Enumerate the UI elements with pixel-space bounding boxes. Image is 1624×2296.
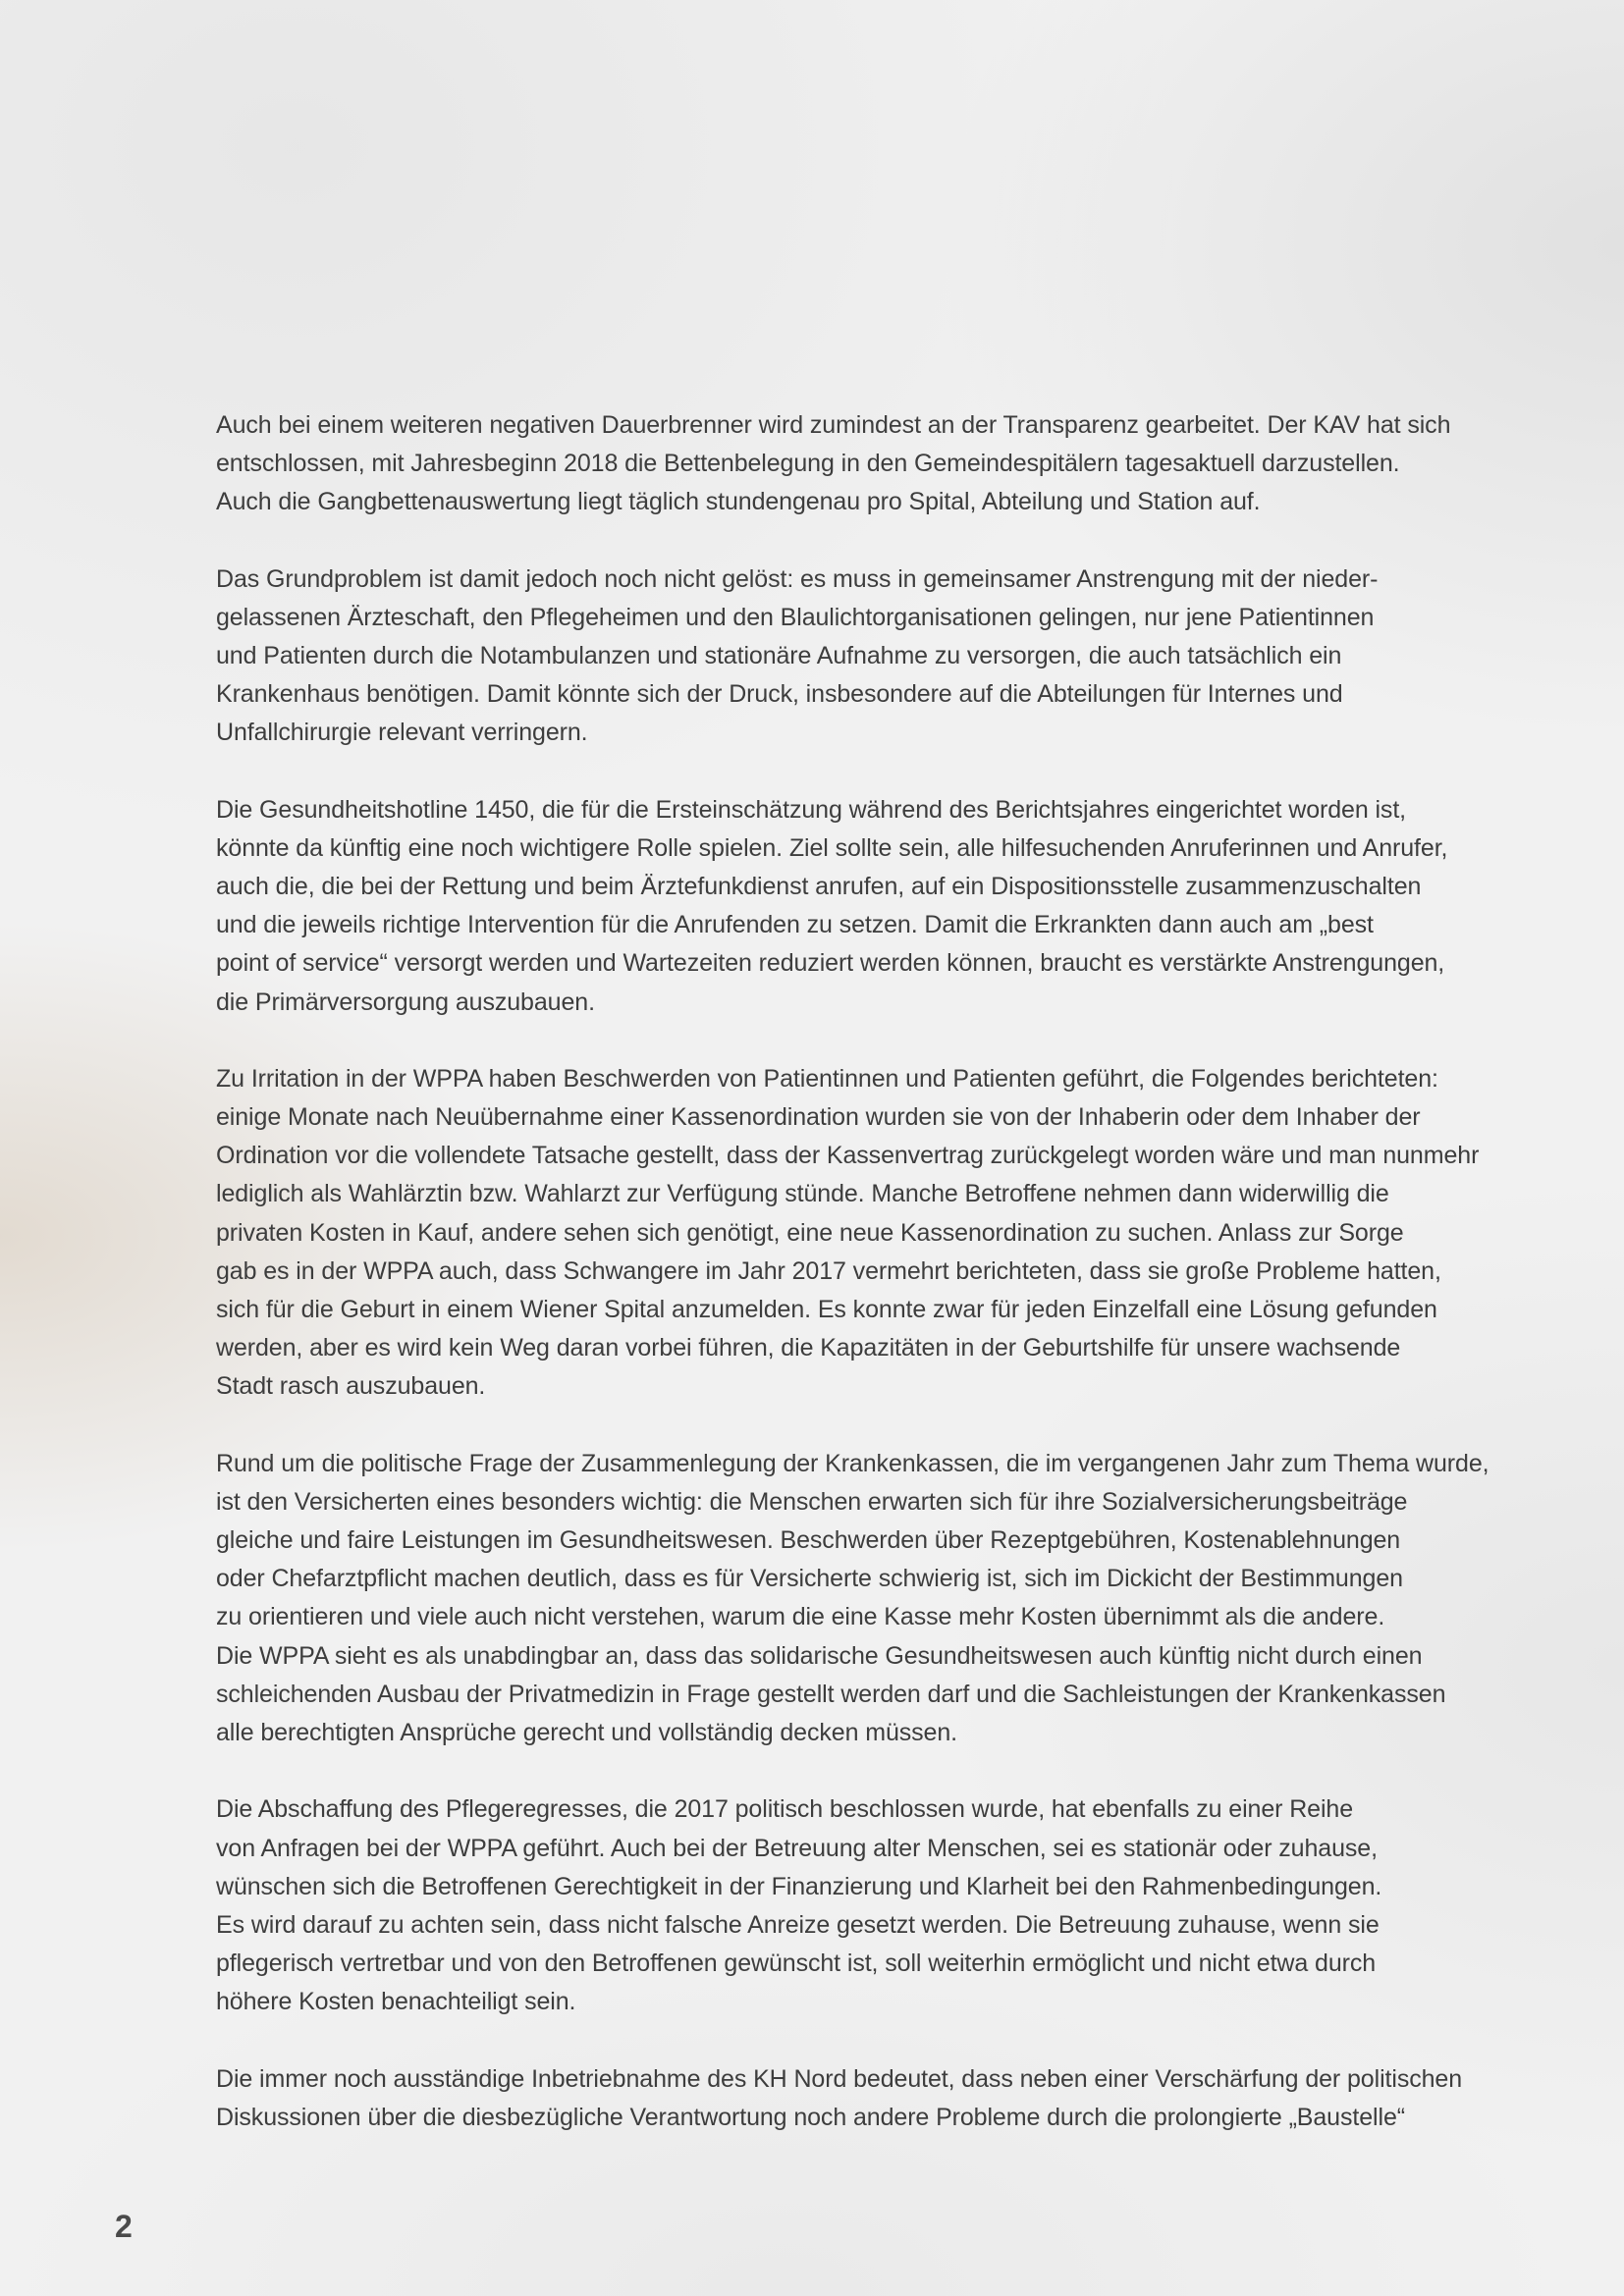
text-line: auch die, die bei der Rettung und beim Ärztefunkdienst anrufen, auf ein Dispositionsstelle zusammenzuschalten <box>216 873 1422 901</box>
text-line: Ordination vor die vollendete Tatsache gestellt, dass der Kassenvertrag zurückgelegt worden wäre und man nunmehr <box>216 1142 1480 1170</box>
body-text <box>216 406 1522 2175</box>
text-line: Die Gesundheitshotline 1450, die für die Ersteinschätzung während des Berichtsjahres eingerichtet worden ist, <box>216 795 1407 824</box>
text-line: Die WPPA sieht es als unabdingbar an, dass das solidarische Gesundheitswesen auch künftig nicht durch einen <box>216 1641 1423 1670</box>
text-line: und die jeweils richtige Intervention für die Anrufenden zu setzen. Damit die Erkrankten dann auch am „best <box>216 911 1374 939</box>
text-line: gelassenen Ärzteschaft, den Pflegeheimen und den Blaulichtorganisationen gelingen, nur jene Patientinnen <box>216 603 1375 631</box>
text-line: Die immer noch ausständige Inbetriebnahme des KH Nord bedeutet, dass neben einer Verschärfung der politischen <box>216 2064 1463 2093</box>
text-line: Zu Irritation in der WPPA haben Beschwerden von Patientinnen und Patienten geführt, die Folgendes berichteten: <box>216 1064 1438 1093</box>
text-line: könnte da künftig eine noch wichtigere Rolle spielen. Ziel sollte sein, alle hilfesuchenden Anruferinnen und Anrufer, <box>216 833 1448 862</box>
text-line: lediglich als Wahlärztin bzw. Wahlarzt zur Verfügung stünde. Manche Betroffene nehmen dann widerwillig die <box>216 1180 1389 1208</box>
text-line: pflegerisch vertretbar und von den Betroffenen gewünscht ist, soll weiterhin ermöglicht und nicht etwa durch <box>216 1949 1377 1978</box>
text-line: Es wird darauf zu achten sein, dass nicht falsche Anreize gesetzt werden. Die Betreuung zuhause, wenn sie <box>216 1910 1380 1939</box>
text-line: Unfallchirurgie relevant verringern. <box>216 719 588 747</box>
paragraph-gesundheitshotline <box>216 791 1522 1022</box>
paragraph-kassenordination <box>216 1060 1522 1407</box>
text-line: entschlossen, mit Jahresbeginn 2018 die Bettenbelegung in den Gemeindespitälern tagesaktuell darzustellen. <box>216 450 1400 478</box>
paragraph-transparenz <box>216 406 1522 522</box>
text-line: point of service“ versorgt werden und Wartezeiten reduziert werden können, braucht es verstärkte Anstrengungen, <box>216 949 1445 978</box>
text-line: Diskussionen über die diesbezügliche Verantwortung noch andere Probleme durch die prolongierte „Baustelle“ <box>216 2103 1405 2131</box>
text-line: wünschen sich die Betroffenen Gerechtigkeit in der Finanzierung und Klarheit bei den Rahmenbedingungen. <box>216 1872 1382 1900</box>
text-line: Auch bei einem weiteren negativen Dauerbrenner wird zumindest an der Transparenz gearbeitet. Der KAV hat sich <box>216 411 1451 439</box>
text-line: privaten Kosten in Kauf, andere sehen sich genötigt, eine neue Kassenordination zu suchen. Anlass zur Sorge <box>216 1218 1404 1247</box>
text-line: gab es in der WPPA auch, dass Schwangere im Jahr 2017 vermehrt berichteten, dass sie große Probleme hatten, <box>216 1256 1441 1285</box>
text-line: Stadt rasch auszubauen. <box>216 1372 486 1401</box>
text-line: oder Chefarztpflicht machen deutlich, dass es für Versicherte schwierig ist, sich im Dickicht der Bestimmungen <box>216 1565 1403 1593</box>
text-line: schleichenden Ausbau der Privatmedizin in Frage gestellt werden darf und die Sachleistungen der Krankenkassen <box>216 1680 1446 1708</box>
paragraph-kh-nord <box>216 2060 1522 2137</box>
text-line: Krankenhaus benötigen. Damit könnte sich der Druck, insbesondere auf die Abteilungen für Internes und <box>216 680 1343 709</box>
text-line: und Patienten durch die Notambulanzen und stationäre Aufnahme zu versorgen, die auch tatsächlich ein <box>216 642 1342 670</box>
text-line: von Anfragen bei der WPPA geführt. Auch bei der Betreuung alter Menschen, sei es stationär oder zuhause, <box>216 1834 1378 1862</box>
text-line: gleiche und faire Leistungen im Gesundheitswesen. Beschwerden über Rezeptgebühren, Kostenablehnungen <box>216 1526 1401 1555</box>
text-line: höhere Kosten benachteiligt sein. <box>216 1988 576 2016</box>
paragraph-pflegeregress <box>216 1790 1522 2021</box>
text-line: sich für die Geburt in einem Wiener Spital anzumelden. Es konnte zwar für jeden Einzelfall eine Lösung gefunden <box>216 1296 1437 1324</box>
page-number: 2 <box>115 2209 133 2244</box>
text-line: Auch die Gangbettenauswertung liegt täglich stundengenau pro Spital, Abteilung und Station auf. <box>216 488 1261 516</box>
paragraph-grundproblem <box>216 561 1522 753</box>
text-line: alle berechtigten Ansprüche gerecht und vollständig decken müssen. <box>216 1719 957 1747</box>
paragraph-krankenkassen <box>216 1445 1522 1753</box>
text-line: Rund um die politische Frage der Zusammenlegung der Krankenkassen, die im vergangenen Jahr zum Thema wurde, <box>216 1449 1489 1477</box>
text-line: die Primärversorgung auszubauen. <box>216 988 595 1016</box>
text-line: Die Abschaffung des Pflegeregresses, die 2017 politisch beschlossen wurde, hat ebenfalls zu einer Reihe <box>216 1795 1354 1824</box>
text-line: Das Grundproblem ist damit jedoch noch nicht gelöst: es muss in gemeinsamer Anstrengung mit der nieder- <box>216 564 1379 593</box>
text-line: zu orientieren und viele auch nicht verstehen, warum die eine Kasse mehr Kosten übernimmt als die andere. <box>216 1603 1385 1631</box>
text-line: werden, aber es wird kein Weg daran vorbei führen, die Kapazitäten in der Geburtshilfe für unsere wachsende <box>216 1334 1401 1362</box>
text-line: ist den Versicherten eines besonders wichtig: die Menschen erwarten sich für ihre Sozialversicherungsbeiträge <box>216 1487 1408 1516</box>
text-line: einige Monate nach Neuübernahme einer Kassenordination wurden sie von der Inhaberin oder dem Inhaber der <box>216 1103 1421 1132</box>
